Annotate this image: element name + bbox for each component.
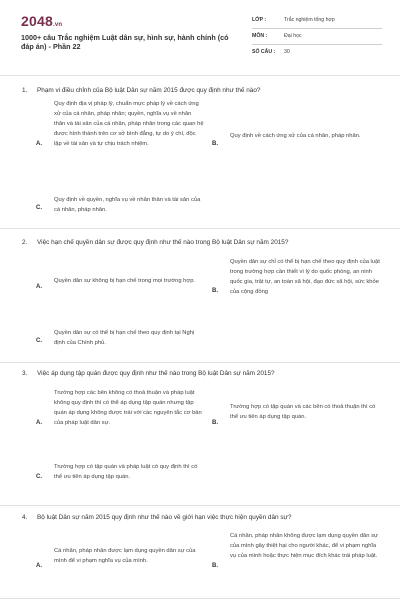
option-letter: A. [36,141,42,147]
option-text: Quyền dân sự có thể bị hạn chế theo quy định tại Nghị định của Chính phủ. [54,330,195,346]
meta-label: SỐ CÂU : [252,49,276,55]
option-letter: B. [212,563,218,569]
option-text: Trường hợp có tập quán và các bên có thoả thuận thì có thể ưu tiên áp dụng tập quán. [230,404,376,420]
question-2 [22,238,382,247]
meta-value: Đại học [284,33,302,39]
document-title: 1000+ câu Trắc nghiệm Luật dân sự, hình sự, hành chính (có đáp án) - Phần 22 [21,33,229,52]
question-text: Bộ luật Dân sự năm 2015 quy định như thế nào về giới hạn việc thực hiện quyền dân sự? [37,514,292,521]
question-stem [22,238,382,247]
option-text: Quyền dân sự chỉ có thể bị hạn chế theo quy định của luật trong trường hợp cần thiết vì lý do quốc phòng, an ninh quốc gia, trật tự, an toàn xã hội, đạo đức xã hội, sức khỏe của cộng đồng [230,259,380,295]
meta-value: 30 [284,49,290,55]
question-text: Việc hạn chế quyền dân sự được quy định như thế nào trong Bộ luật Dân sự năm 2015? [37,239,289,246]
meta-row-count [252,45,382,61]
question-number: 4. [22,514,28,521]
question-text: Việc áp dụng tập quán được quy định như thế nào trong Bộ luật Dân sự năm 2015? [37,370,275,377]
question-number: 3. [22,370,28,377]
logo-suffix: .vn [52,22,63,28]
question-divider [0,505,400,506]
question-stem [22,369,382,378]
question-1 [22,86,382,95]
option-text: Cá nhân, pháp nhân được lạm dụng quyền dân sự của mình để vi phạm nghĩa vụ của mình. [54,548,196,564]
question-text: Phạm vi điều chỉnh của Bộ luật Dân sự năm 2015 được quy định như thế nào? [37,87,261,94]
option-text: Quy định địa vị pháp lý, chuẩn mực pháp lý về cách ứng xử của cá nhân, pháp nhân; quyền, nghĩa vụ về nhân thân và tài sản của cá nhân, pháp nhân trong các quan hệ được hình thành trên cơ sở bình đẳng, tự do ý chí, độc lập về tài sản và tự chịu trách nhiệm. [54,101,204,147]
document-meta [252,13,382,61]
meta-row-subject [252,29,382,45]
question-number: 1. [22,87,28,94]
option-letter: B. [212,141,218,147]
question-divider [0,362,400,363]
option-text: Quyền dân sự không bị hạn chế trong mọi trường hợp. [54,278,196,284]
question-number: 2. [22,239,28,246]
option-text: Trường hợp các bên không có thoả thuận và pháp luật không quy định thì có thể áp dụng tập quán nhưng tập quán áp dụng không được trái với các nguyên tắc cơ bản của pháp luật dân sự. [54,390,202,426]
option-letter: B. [212,288,218,294]
meta-label: MÔN : [252,33,268,39]
option-letter: A. [36,420,42,426]
question-4 [22,513,382,522]
option-text: Quy định về cách ứng xử của cá nhân, pháp nhân. [230,133,361,139]
option-letter: C. [36,474,42,480]
option-text: Trường hợp có tập quán và pháp luật có quy định thì có thể ưu tiên áp dụng tập quán. [54,464,198,480]
meta-label: LỚP : [252,17,267,23]
option-text: Quy định về quyền, nghĩa vụ về nhân thân và tài sản của cá nhân, pháp nhân. [54,197,201,213]
option-text: Cá nhân, pháp nhân không được lạm dụng quyền dân sự của mình gây thiệt hại cho người khác, để vi phạm nghĩa vụ của mình hoặc thực hiện mục đích khác trái pháp luật. [230,533,378,559]
meta-row-class [252,13,382,29]
option-letter: C. [36,338,42,344]
option-letter: A. [36,284,42,290]
option-letter: C. [36,205,42,211]
question-3 [22,369,382,378]
footer-divider [0,598,400,599]
question-stem [22,86,382,95]
option-letter: A. [36,563,42,569]
logo-text: 2048 [21,13,53,29]
question-divider [0,228,400,229]
site-logo[interactable] [21,13,62,29]
option-letter: B. [212,420,218,426]
header-divider [0,75,400,76]
document-header [0,0,400,68]
meta-value: Trắc nghiệm tổng hợp [284,17,335,23]
question-stem [22,513,382,522]
